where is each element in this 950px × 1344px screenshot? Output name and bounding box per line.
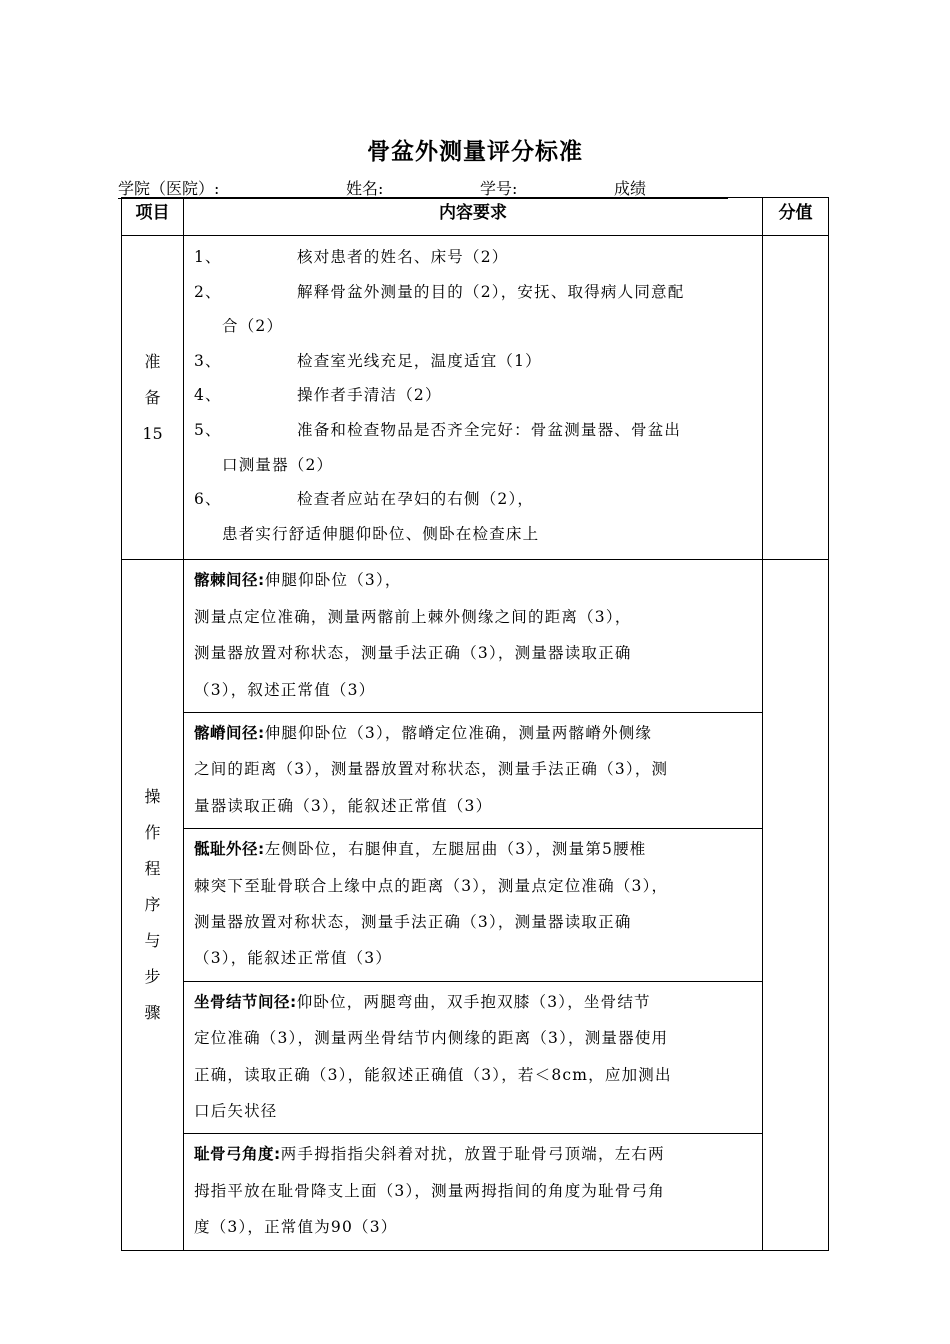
header-item: 项目 — [122, 198, 184, 236]
name-label: 姓名: — [346, 179, 384, 198]
procedure-item-iliac-spine: 髂棘间径:伸腿仰卧位（3）， 测量点定位准确，测量两髂前上棘外侧缘之间的距离（3）， 测量器放置对称状态，测量手法正确（3），测量器读取正确 （3），叙述正常值（3） — [184, 560, 763, 713]
header-row — [122, 198, 829, 236]
procedure-row — [122, 981, 829, 1134]
prep-line: 2、 解释骨盆外测量的目的（2），安抚、取得病人同意配 — [194, 282, 685, 301]
procedure-label — [122, 560, 184, 1250]
prep-line: 患者实行舒适伸腿仰卧位、侧卧在检查床上 — [222, 524, 540, 543]
header-score: 分值 — [763, 198, 829, 236]
procedure-label-char: 序 — [144, 895, 161, 914]
prep-label-char: 备 — [144, 387, 161, 407]
info-line — [118, 176, 728, 199]
prep-line: 口测量器（2） — [222, 455, 334, 474]
procedure-item-pubic-arch: 耻骨弓角度:两手拇指指尖斜着对扰，放置于耻骨弓顶端，左右两 拇指平放在耻骨降支上面（3），测量两拇指间的角度为耻骨弓角 度（3），正常值为90（3） — [184, 1134, 763, 1250]
procedure-row — [122, 1134, 829, 1250]
procedure-item-iliac-crest: 髂嵴间径:伸腿仰卧位（3），髂嵴定位准确，测量两髂嵴外侧缘 之间的距离（3），测量器放置对称状态，测量手法正确（3），测 量器读取正确（3），能叙述正常值（3） — [184, 712, 763, 828]
procedure-score-cell — [763, 560, 829, 1250]
header-content: 内容要求 — [184, 198, 763, 236]
procedure-row — [122, 560, 829, 713]
prep-line: 3、 检查室光线充足，温度适宜（1） — [194, 351, 542, 370]
procedure-row — [122, 829, 829, 982]
scoring-table — [121, 197, 829, 1251]
score-label: 成绩 — [614, 179, 647, 198]
prep-score-cell — [763, 236, 829, 560]
prep-line: 1、 核对患者的姓名、床号（2） — [194, 248, 509, 266]
student-id-label: 学号: — [480, 179, 518, 198]
prep-label-char: 准 — [144, 351, 161, 371]
page-title: 骨盆外测量评分标准 — [367, 139, 583, 165]
procedure-label-char: 操 — [144, 787, 161, 806]
procedure-item-external-conjugate: 骶耻外径:左侧卧位，右腿伸直，左腿屈曲（3），测量第5腰椎 棘突下至耻骨联合上缘中点的距离（3），测量点定位准确（3）， 测量器放置对称状态，测量手法正确（3），测量器读取正确 （3），能叙述正常值（3） — [184, 829, 763, 982]
prep-label-char: 15 — [142, 423, 163, 443]
procedure-label-char: 程 — [144, 859, 161, 878]
procedure-label-char: 作 — [144, 823, 161, 842]
prep-row — [122, 236, 829, 560]
procedure-label-char: 骤 — [144, 1003, 161, 1022]
procedure-item-ischial-tuberosity: 坐骨结节间径:仰卧位，两腿弯曲，双手抱双膝（3），坐骨结节 定位准确（3），测量两坐骨结节内侧缘的距离（3），测量器使用 正确，读取正确（3），能叙述正确值（3），若＜8cm，应加测出 口后矢状径 — [184, 981, 763, 1134]
prep-line: 4、 操作者手清洁（2） — [194, 386, 442, 405]
prep-line: 5、 准备和检查物品是否齐全完好：骨盆测量器、骨盆出 — [194, 420, 682, 439]
prep-label — [122, 236, 184, 560]
prep-line: 6、 检查者应站在孕妇的右侧（2）， — [194, 490, 535, 509]
college-label: 学院（医院）: — [118, 179, 220, 198]
procedure-label-char: 步 — [144, 967, 161, 986]
procedure-label-char: 与 — [144, 931, 161, 950]
prep-line: 合（2） — [222, 317, 284, 336]
prep-content — [184, 236, 763, 560]
procedure-row — [122, 712, 829, 828]
